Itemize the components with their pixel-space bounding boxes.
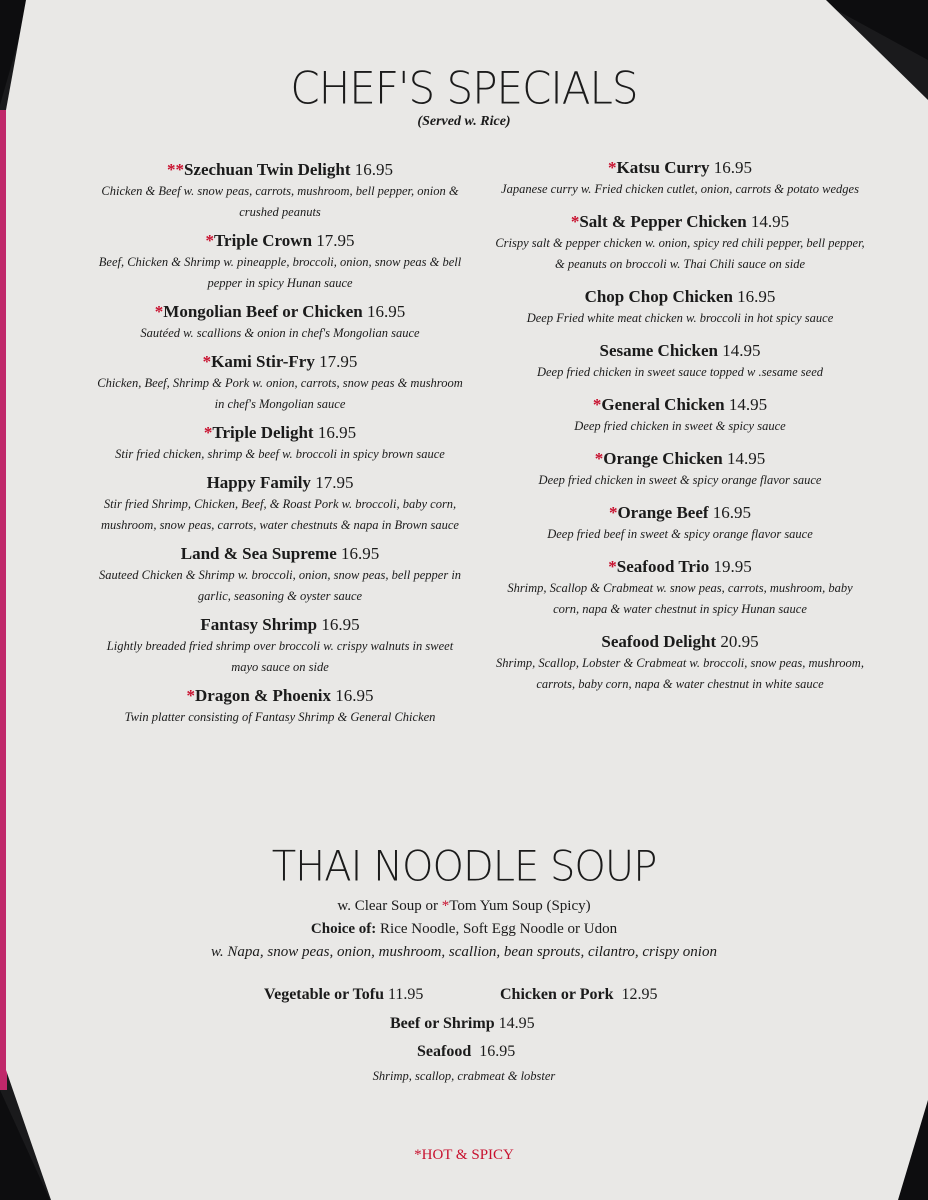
spicy-star: *	[154, 302, 164, 321]
noodle-choice-text: Rice Noodle, Soft Egg Noodle or Udon	[376, 921, 618, 937]
menu-item	[495, 447, 865, 491]
menu-item	[495, 393, 865, 437]
menu-item-description: Stir fried chicken, shrimp & beef w. broccoli in spicy brown sauce	[115, 447, 445, 461]
menu-item-price: 16.95	[321, 615, 360, 634]
menu-item-name: Seafood Delight	[601, 632, 717, 651]
pink-page-edge	[0, 110, 7, 1090]
menu-item-name: Chop Chop Chicken	[584, 287, 733, 306]
menu-item	[495, 210, 865, 275]
menu-item-title	[495, 210, 865, 233]
chefs-specials-subtitle: (Served w. Rice)	[417, 114, 511, 129]
menu-item-price: 17.95	[316, 231, 355, 250]
menu-item	[495, 156, 865, 200]
menu-item-description: Sauteed Chicken & Shrimp w. broccoli, onion, snow peas, bell pepper in garlic, seasoning & oyster sauce	[98, 568, 462, 603]
menu-item-price: 16.95	[341, 544, 380, 563]
menu-item-price: 16.95	[712, 503, 752, 522]
menu-item-price: 14.95	[750, 212, 790, 231]
menu-item-price: 16.95	[335, 686, 374, 705]
soup-veg-price: 11.95	[388, 986, 424, 1003]
spicy-star: *	[608, 557, 617, 576]
soup-choice-suffix: Tom Yum Soup (Spicy)	[449, 898, 591, 914]
menu-item-title	[95, 350, 465, 373]
menu-item-name: Orange Beef	[617, 503, 709, 522]
menu-item	[95, 350, 465, 415]
spicy-star: *	[441, 898, 450, 914]
menu-item	[95, 421, 465, 465]
chefs-specials-title: CHEF'S SPECIALS	[290, 62, 638, 115]
soup-price-veg	[264, 986, 423, 1004]
menu-item-name: Land & Sea Supreme	[180, 544, 337, 563]
menu-item-name: Kami Stir-Fry	[211, 352, 315, 371]
menu-item	[495, 501, 865, 545]
menu-item-price: 14.95	[728, 395, 768, 414]
soup-price-chicken	[500, 986, 657, 1004]
menu-item-price: 20.95	[720, 632, 759, 651]
menu-item-title	[95, 471, 465, 494]
menu-item-price: 14.95	[722, 341, 761, 360]
soup-veg-name: Vegetable or Tofu	[264, 986, 385, 1003]
menu-item-description: Chicken, Beef, Shrimp & Pork w. onion, carrots, snow peas & mushroom in chef's Mongolian sauce	[97, 376, 463, 411]
menu-item-description: Chicken & Beef w. snow peas, carrots, mushroom, bell pepper, onion & crushed peanuts	[101, 184, 459, 219]
soup-choice-prefix: w. Clear Soup or	[337, 898, 442, 914]
menu-item-description: Shrimp, Scallop & Crabmeat w. snow peas, carrots, mushroom, baby corn, napa & water chestnut in spicy Hunan sauce	[507, 581, 853, 616]
soup-price-seafood	[417, 1043, 515, 1061]
menu-item-title	[95, 158, 465, 181]
menu-item-description: Crispy salt & pepper chicken w. onion, spicy red chili pepper, bell pepper, & peanuts on broccoli w. Thai Chili sauce on side	[495, 236, 865, 271]
seafood-soup-note: Shrimp, scallop, crabmeat & lobster	[372, 1069, 556, 1083]
menu-item-title	[95, 613, 465, 636]
menu-item-description: Japanese curry w. Fried chicken cutlet, onion, carrots & potato wedges	[501, 182, 859, 196]
menu-item-description: Sautéed w. scallions & onion in chef's Mongolian sauce	[140, 326, 420, 340]
menu-item-price: 16.95	[713, 158, 753, 177]
menu-item	[95, 229, 465, 294]
menu-item-description: Lightly breaded fried shrimp over broccoli w. crispy walnuts in sweet mayo sauce on side	[106, 639, 454, 674]
spicy-star: *	[186, 686, 195, 705]
menu-item-description: Deep fried chicken in sweet & spicy sauce	[574, 419, 786, 433]
spicy-star: *	[594, 449, 604, 468]
menu-cover-corner-bottom-left	[0, 1090, 50, 1200]
spicy-star: *	[608, 503, 618, 522]
spicy-star: *	[607, 158, 617, 177]
soup-includes: w. Napa, snow peas, onion, mushroom, scallion, bean sprouts, cilantro, crispy onion	[211, 944, 717, 960]
menu-item	[95, 471, 465, 536]
menu-item	[95, 542, 465, 607]
menu-item-title	[95, 421, 465, 444]
menu-item-description: Stir fried Shrimp, Chicken, Beef, & Roast Pork w. broccoli, baby corn, mushroom, snow peas, carrots, water chestnuts & napa in Brown sauce	[101, 497, 459, 532]
menu-item-title	[495, 285, 865, 308]
specials-left-column	[95, 158, 465, 734]
soup-beef-name: Beef or Shrimp	[390, 1015, 495, 1032]
menu-item-name: Szechuan Twin Delight	[183, 160, 351, 179]
spicy-star: *	[202, 352, 212, 371]
menu-item-description: Deep fried chicken in sweet & spicy orange flavor sauce	[538, 473, 822, 487]
menu-item-name: Seafood Trio	[616, 557, 710, 576]
menu-item-title	[495, 339, 865, 362]
menu-item-name: Salt & Pepper Chicken	[579, 212, 747, 231]
menu-item-title	[95, 684, 465, 707]
menu-item-price: 16.95	[366, 302, 406, 321]
menu-item-price: 19.95	[713, 557, 752, 576]
hot-spicy-legend: *HOT & SPICY	[414, 1147, 514, 1163]
soup-beef-price: 14.95	[498, 1015, 535, 1032]
menu-item-description: Beef, Chicken & Shrimp w. pineapple, broccoli, onion, snow peas & bell pepper in spicy Hunan sauce	[98, 255, 462, 290]
noodle-choice	[0, 921, 928, 938]
soup-seafood-name: Seafood	[417, 1043, 472, 1060]
menu-item-price: 14.95	[726, 449, 766, 468]
menu-item-title	[495, 447, 865, 470]
menu-item-description: Deep fried beef in sweet & spicy orange flavor sauce	[547, 527, 813, 541]
menu-item-description: Deep Fried white meat chicken w. broccoli in hot spicy sauce	[526, 311, 834, 325]
menu-item-title	[495, 156, 865, 179]
menu-item-description: Twin platter consisting of Fantasy Shrimp & General Chicken	[124, 710, 436, 724]
soup-chicken-name: Chicken or Pork	[500, 986, 614, 1003]
menu-item	[95, 684, 465, 728]
spicy-star: *	[570, 212, 580, 231]
menu-item-title	[495, 555, 865, 578]
menu-item-title	[95, 300, 465, 323]
menu-item-name: Happy Family	[206, 473, 311, 492]
menu-item-title	[495, 630, 865, 653]
soup-price-beef	[390, 1015, 535, 1033]
specials-right-column	[495, 156, 865, 705]
menu-item-title	[95, 229, 465, 252]
menu-item-name: Fantasy Shrimp	[200, 615, 318, 634]
soup-seafood-price: 16.95	[479, 1043, 516, 1060]
spicy-star: *	[205, 231, 214, 250]
spicy-star: **	[166, 160, 184, 179]
menu-item	[95, 613, 465, 678]
menu-item	[95, 158, 465, 223]
menu-item-description: Shrimp, Scallop, Lobster & Crabmeat w. broccoli, snow peas, mushroom, carrots, baby corn, napa & water chestnut in white sauce	[496, 656, 864, 691]
menu-item-title	[495, 501, 865, 524]
menu-item-price: 16.95	[354, 160, 394, 179]
thai-noodle-soup-title: THAI NOODLE SOUP	[271, 842, 657, 892]
menu-item-name: Triple Delight	[212, 423, 314, 442]
menu-item-name: Sesame Chicken	[599, 341, 719, 360]
menu-item-name: Orange Chicken	[603, 449, 723, 468]
spicy-star: *	[592, 395, 602, 414]
menu-item-name: Triple Crown	[213, 231, 313, 250]
menu-item	[95, 300, 465, 344]
noodle-choice-label: Choice of:	[310, 921, 377, 937]
menu-item	[495, 339, 865, 383]
menu-item	[495, 630, 865, 695]
menu-item-price: 16.95	[737, 287, 776, 306]
soup-base-choice	[0, 898, 928, 915]
spicy-star: *	[203, 423, 213, 442]
menu-item-name: Mongolian Beef or Chicken	[163, 302, 363, 321]
menu-item-name: Katsu Curry	[616, 158, 710, 177]
menu-item-price: 17.95	[319, 352, 358, 371]
menu-item-name: General Chicken	[601, 395, 725, 414]
menu-item-price: 16.95	[317, 423, 357, 442]
menu-item-description: Deep fried chicken in sweet sauce topped w .sesame seed	[536, 365, 824, 379]
menu-item	[495, 285, 865, 329]
menu-item-price: 17.95	[315, 473, 354, 492]
menu-item-title	[495, 393, 865, 416]
menu-item-title	[95, 542, 465, 565]
soup-chicken-price: 12.95	[621, 986, 658, 1003]
menu-item-name: Dragon & Phoenix	[195, 686, 331, 705]
menu-item	[495, 555, 865, 620]
